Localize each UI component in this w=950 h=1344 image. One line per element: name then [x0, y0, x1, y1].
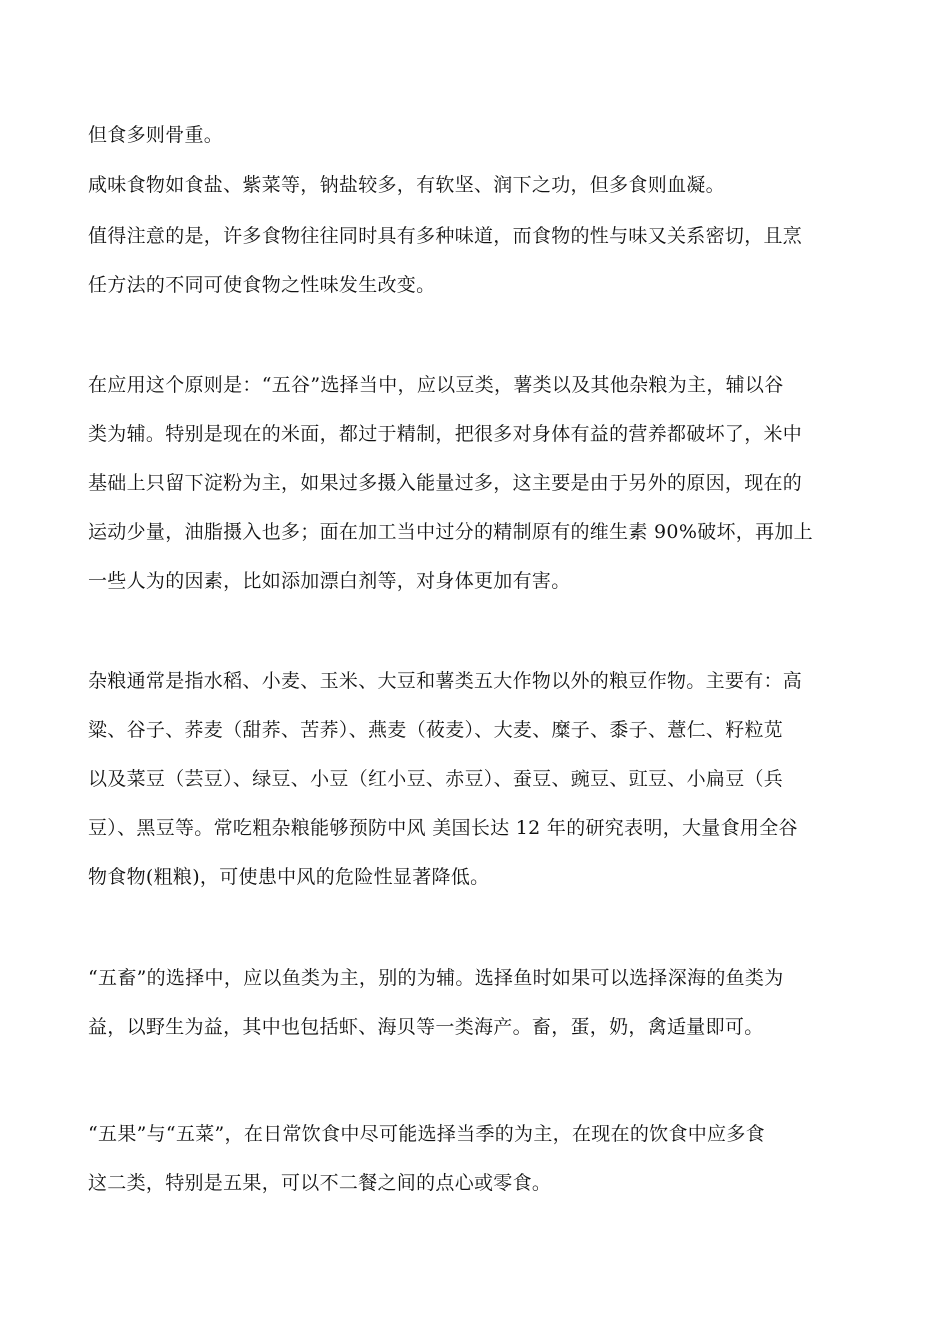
text-line: 一些人为的因素，比如添加漂白剂等，对身体更加有害。 — [88, 570, 571, 592]
paragraph-3 — [88, 212, 888, 310]
text-line: 在应用这个原则是：“五谷”选择当中，应以豆类，薯类以及其他杂粮为主，辅以谷 — [88, 374, 784, 396]
text-line: “五果”与“五菜”，在日常饮食中尽可能选择当季的为主，在现在的饮食中应多食 — [88, 1123, 765, 1145]
paragraph-4 — [88, 361, 888, 606]
text-line: 物食物(粗粮)，可使患中风的危险性显著降低。 — [88, 866, 490, 888]
text-line: 运动少量，油脂摄入也多；面在加工当中过分的精制原有的维生素 90%破坏，再加上 — [88, 521, 813, 543]
paragraph-2 — [88, 161, 888, 210]
text-line: 值得注意的是，许多食物往往同时具有多种味道，而食物的性与味又关系密切，且烹 — [88, 225, 803, 247]
text-line: 咸味食物如食盐、紫菜等，钠盐较多，有软坚、润下之功，但多食则血凝。 — [88, 174, 725, 196]
text-line: 豆）、黑豆等。常吃粗杂粮能够预防中风 美国长达 12 年的研究表明，大量食用全谷 — [88, 817, 798, 839]
text-line: 这二类，特别是五果，可以不二餐之间的点心或零食。 — [88, 1172, 552, 1194]
paragraph-6 — [88, 954, 888, 1052]
paragraph-7 — [88, 1110, 888, 1208]
text-line: 以及菜豆（芸豆）、绿豆、小豆（红小豆、赤豆）、蚕豆、豌豆、豇豆、小扁豆（兵 — [88, 768, 784, 790]
text-line: 基础上只留下淀粉为主，如果过多摄入能量过多，这主要是由于另外的原因，现在的 — [88, 472, 803, 494]
text-line: “五畜”的选择中，应以鱼类为主，别的为辅。选择鱼时如果可以选择深海的鱼类为 — [88, 967, 784, 989]
text-line: 任方法的不同可使食物之性味发生改变。 — [88, 274, 436, 296]
paragraph-1 — [88, 111, 888, 160]
text-line: 杂粮通常是指水稻、小麦、玉米、大豆和薯类五大作物以外的粮豆作物。主要有：高 — [88, 670, 803, 692]
text-line: 益，以野生为益，其中也包括虾、海贝等一类海产。畜，蛋，奶，禽适量即可。 — [88, 1016, 764, 1038]
text-line: 粱、谷子、荞麦（甜荞、苦荞）、燕麦（莜麦）、大麦、糜子、黍子、薏仁、籽粒苋 — [88, 719, 784, 741]
text-line: 但食多则骨重。 — [88, 124, 224, 146]
paragraph-5 — [88, 657, 888, 902]
text-line: 类为辅。特别是现在的米面，都过于精制，把很多对身体有益的营养都破坏了，米中 — [88, 423, 803, 445]
